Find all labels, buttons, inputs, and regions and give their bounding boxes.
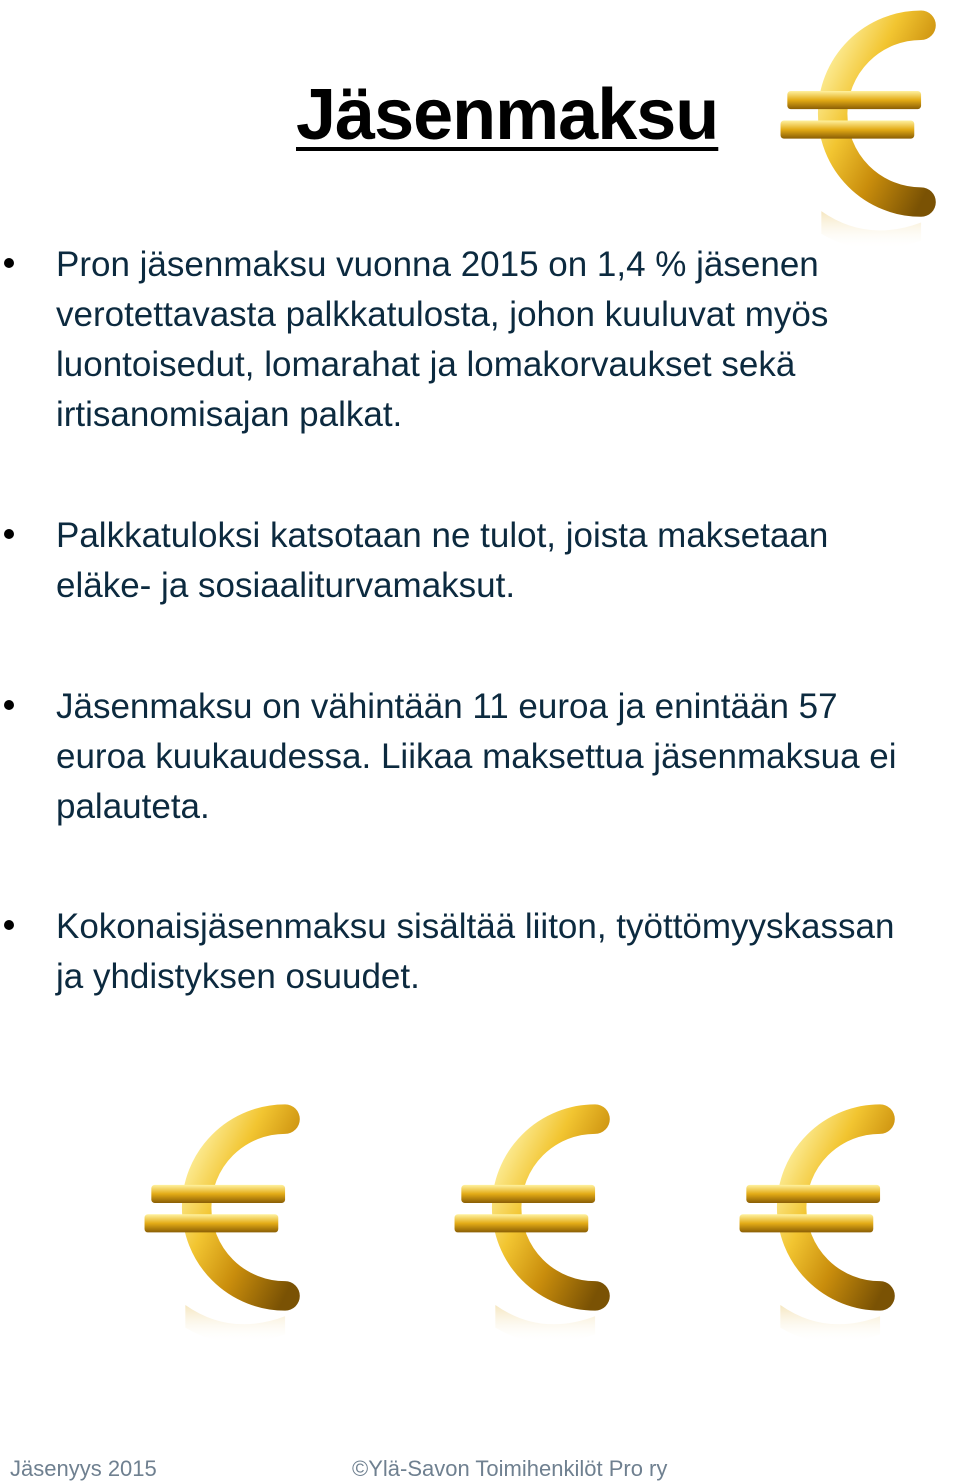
- bullet-text: Kokonaisjäsenmaksu sisältää liiton, työttömyyskassan ja yhdistyksen osuudet.: [56, 907, 895, 996]
- bullet-text: Jäsenmaksu on vähintään 11 euroa ja enintään 57 euroa kuukaudessa. Liikaa maksettua jäsenmaksua ei palauteta.: [56, 687, 897, 826]
- gold-euro-symbol-icon: [140, 1092, 310, 1357]
- gold-euro-symbol-icon: [735, 1092, 905, 1357]
- bullet-text: Pron jäsenmaksu vuonna 2015 on 1,4 % jäsenen verotettavasta palkkatulosta, johon kuuluvat myös luontoisedut, lomarahat ja lomakorvaukset sekä irtisanomisajan palkat.: [56, 245, 829, 434]
- page-title: Jäsenmaksu: [296, 75, 719, 155]
- bullet-dot: [4, 700, 14, 710]
- bullet-text: Palkkatuloksi katsotaan ne tulot, joista maksetaan eläke- ja sosiaaliturvamaksut.: [56, 516, 829, 605]
- gold-euro-symbol-icon: [450, 1092, 620, 1357]
- footer-left-text: Jäsenyys 2015: [10, 1456, 157, 1481]
- bullet-dot: [4, 920, 14, 930]
- bullet-dot: [4, 529, 14, 539]
- footer-copyright-text: ©Ylä-Savon Toimihenkilöt Pro ry: [352, 1456, 668, 1481]
- gold-euro-symbol-icon: [776, 0, 946, 250]
- bullet-dot: [4, 258, 14, 268]
